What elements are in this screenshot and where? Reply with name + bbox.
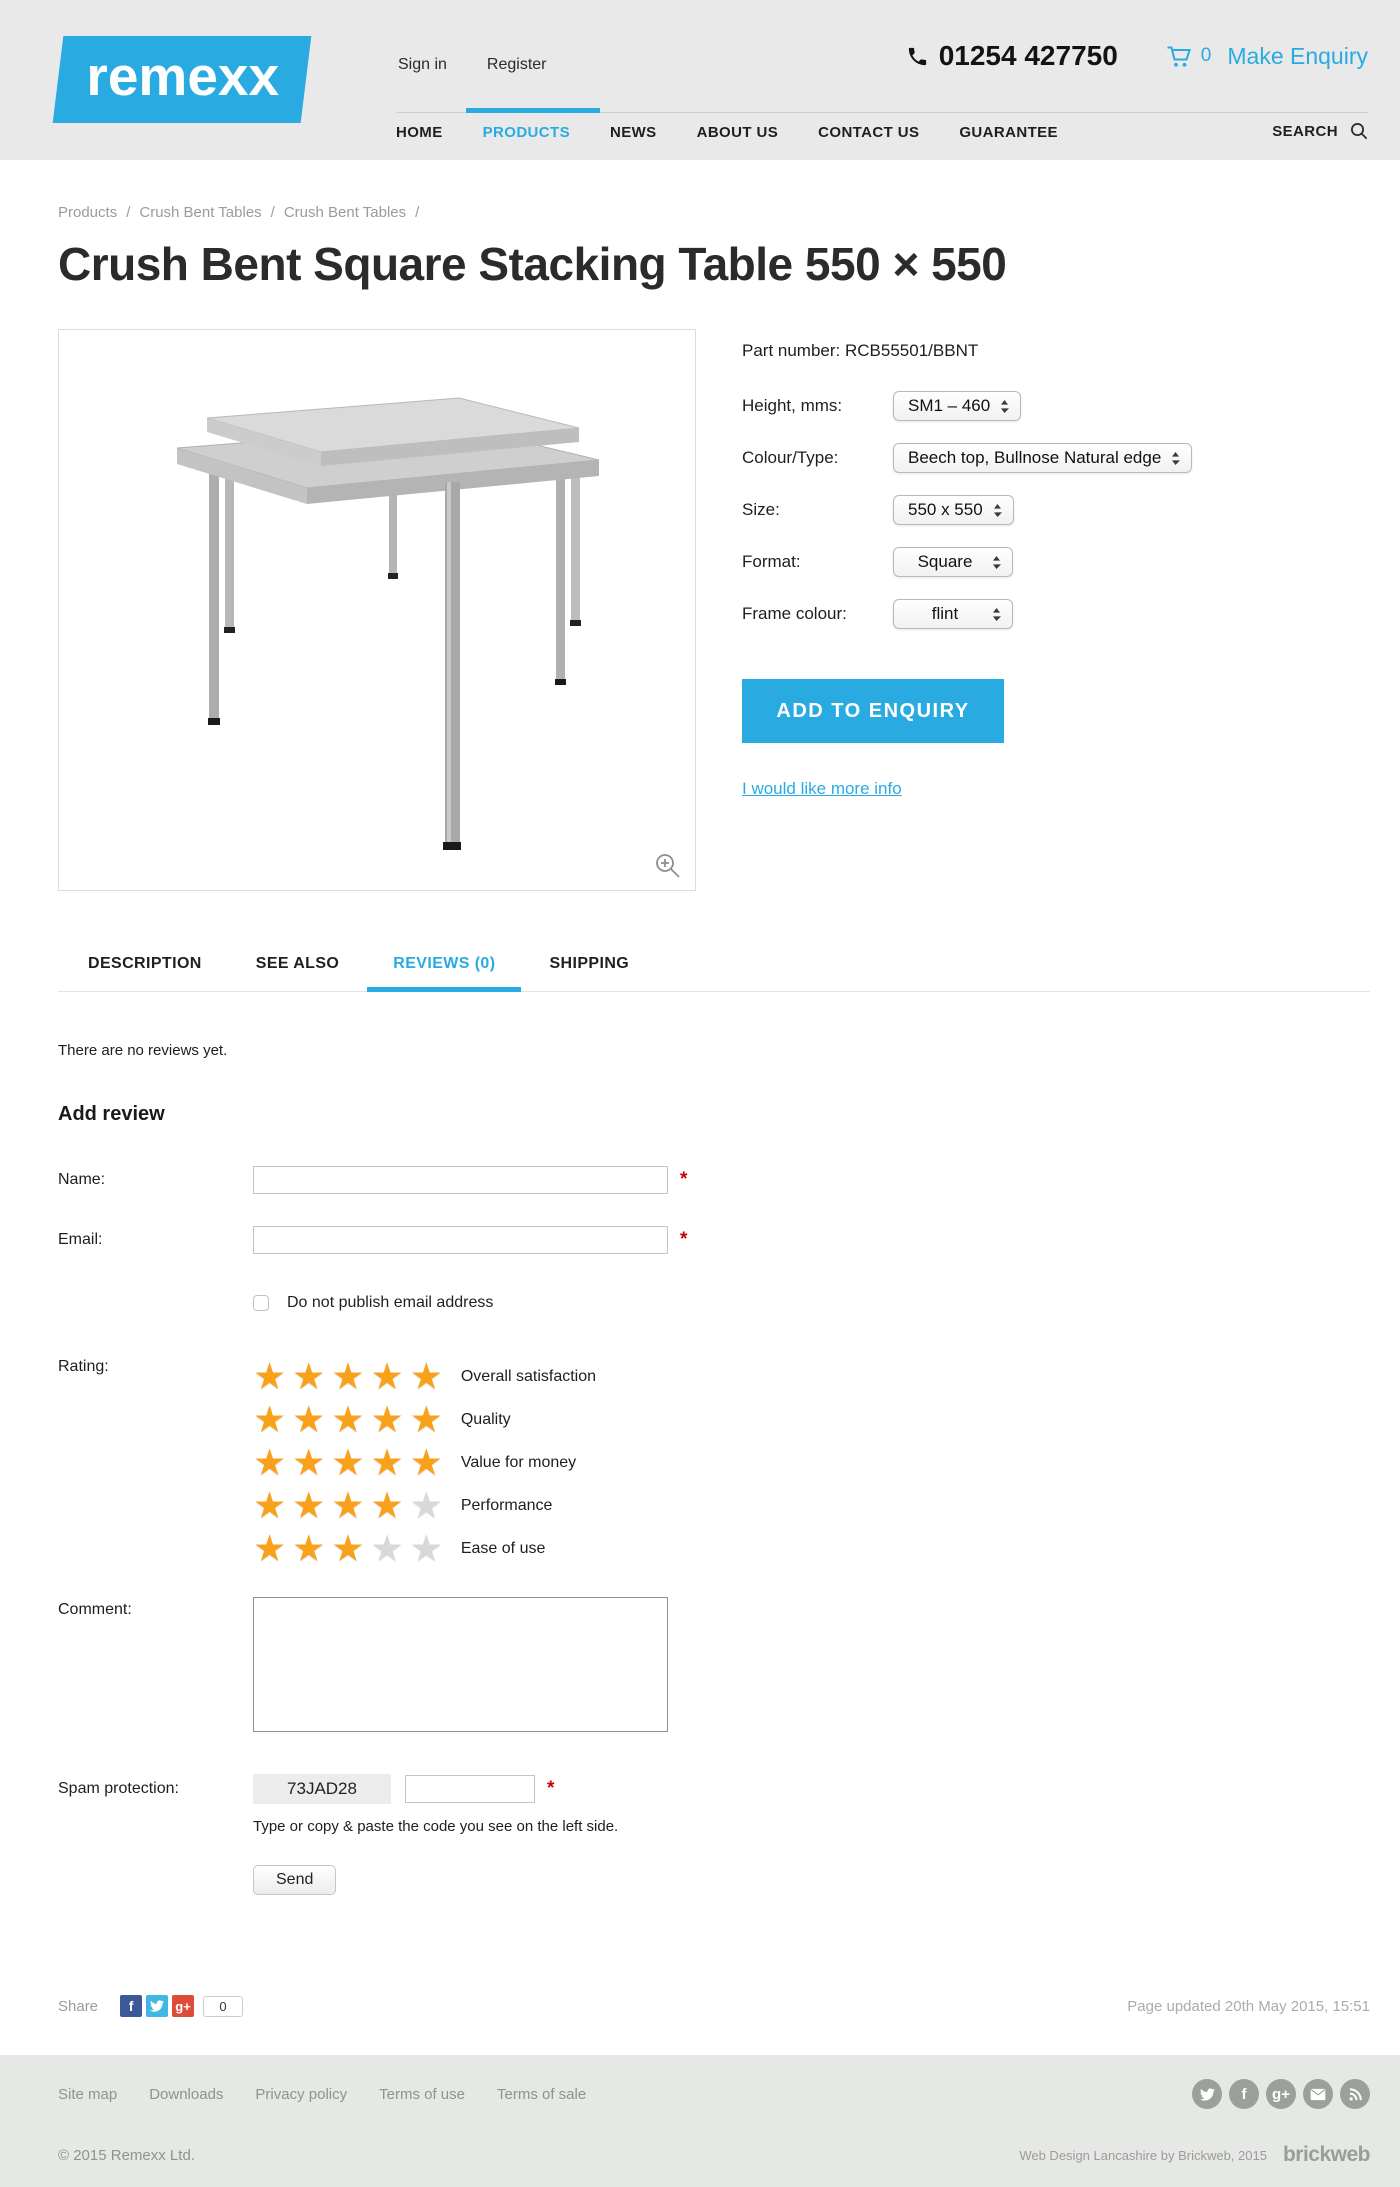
rating-label: Rating:: [58, 1358, 109, 1375]
search-button[interactable]: [1272, 122, 1368, 140]
publish-email-label: Do not publish email address: [287, 1294, 494, 1311]
rating-row-quality: [253, 1401, 596, 1439]
rating-category-label: Value for money: [460, 1454, 577, 1471]
rating-row-value-for-money: [253, 1444, 596, 1482]
site-header: [0, 0, 1400, 160]
site-footer: [0, 2055, 1400, 2187]
comment-label: Comment:: [58, 1601, 132, 1618]
stepper-updown-icon: [1171, 451, 1180, 466]
select-value: flint: [931, 604, 959, 623]
captcha-input[interactable]: [405, 1775, 535, 1803]
star-icon[interactable]: ★: [331, 1356, 365, 1397]
facebook-circle-icon[interactable]: f: [1229, 2079, 1259, 2109]
breadcrumb: [58, 160, 1370, 221]
part-number-value: RCB55501/BBNT: [845, 341, 979, 360]
rating-row-performance: [253, 1487, 596, 1525]
rating-category-label: Overall satisfaction: [460, 1368, 597, 1385]
star-icon[interactable]: ★: [331, 1442, 365, 1483]
star-icon[interactable]: ★: [370, 1485, 404, 1526]
star-icon[interactable]: ★: [370, 1528, 404, 1569]
name-label: Name:: [58, 1171, 106, 1188]
rating-category-label: Performance: [460, 1497, 553, 1514]
select-value: SM1 – 460: [908, 396, 991, 415]
option-row-size: [742, 495, 1192, 525]
envelope-icon: [1310, 2088, 1326, 2101]
select-frame-colour[interactable]: [893, 599, 1013, 629]
copyright: © 2015 Remexx Ltd.: [58, 2146, 195, 2164]
star-icon[interactable]: ★: [253, 1485, 287, 1526]
stepper-updown-icon: [1000, 399, 1009, 414]
twitter-circle-icon[interactable]: [1192, 2079, 1222, 2109]
star-icon[interactable]: ★: [253, 1528, 287, 1569]
rating-row-overall-satisfaction: [253, 1358, 596, 1396]
twitter-bird-icon: [150, 1999, 164, 2013]
option-row-colour-type: [742, 443, 1192, 473]
nav-products[interactable]: PRODUCTS: [482, 124, 570, 141]
product-image[interactable]: [58, 329, 696, 891]
design-credit: Web Design Lancashire by Brickweb, 2015: [1019, 2147, 1267, 2163]
star-icon[interactable]: ★: [409, 1485, 443, 1526]
add-review-heading: Add review: [58, 1103, 165, 1125]
select-value: Square: [917, 552, 973, 571]
tab-description[interactable]: DESCRIPTION: [88, 955, 202, 972]
tab-reviews-0[interactable]: REVIEWS (0): [367, 955, 521, 992]
option-label: Height, mms:: [742, 396, 843, 415]
cart-icon[interactable]: [1166, 45, 1193, 68]
rating-block: [58, 1358, 1370, 1573]
nav-active-indicator: [466, 108, 600, 113]
breadcrumb-link-products[interactable]: Products: [58, 204, 118, 221]
select-height-mms[interactable]: [893, 391, 1021, 421]
share-count: 0: [203, 1996, 243, 2017]
tab-shipping[interactable]: SHIPPING: [549, 955, 630, 972]
send-button[interactable]: Send: [253, 1865, 336, 1895]
select-size[interactable]: [893, 495, 1014, 525]
phone-number-text: 01254 427750: [938, 40, 1118, 71]
twitter-bird-icon: [1200, 2087, 1215, 2102]
email-label: Email:: [58, 1231, 103, 1248]
footer-link-downloads[interactable]: Downloads: [149, 2085, 224, 2103]
star-icon[interactable]: ★: [370, 1399, 404, 1440]
rss-icon: [1348, 2087, 1363, 2102]
logo-text: remexx: [86, 45, 279, 107]
rating-category-label: Ease of use: [460, 1540, 546, 1557]
product-info: [742, 329, 1192, 891]
review-form: [58, 1166, 1370, 1895]
name-row: [58, 1166, 1370, 1194]
googleplus-share-icon[interactable]: g+: [172, 1995, 194, 2017]
comment-row: [58, 1597, 1370, 1732]
stepper-updown-icon: [992, 555, 1001, 570]
logo[interactable]: [53, 36, 312, 123]
option-label: Size:: [742, 500, 780, 519]
share-bar: [58, 1995, 1370, 2017]
cart-count: 0: [1200, 45, 1212, 66]
option-row-frame-colour: [742, 599, 1192, 629]
product-options: [742, 391, 1192, 629]
footer-link-privacy-policy[interactable]: Privacy policy: [255, 2085, 348, 2103]
star-icon[interactable]: ★: [253, 1399, 287, 1440]
search-icon: [1350, 122, 1368, 140]
main-nav: [396, 124, 1058, 141]
breadcrumb-separator: /: [415, 204, 420, 221]
register-link[interactable]: Register: [486, 56, 547, 73]
sign-in-link[interactable]: Sign in: [398, 56, 447, 73]
star-icon[interactable]: ★: [409, 1356, 443, 1397]
facebook-share-icon[interactable]: f: [120, 1995, 142, 2017]
nav-home[interactable]: HOME: [396, 124, 443, 141]
footer-link-terms-of-use[interactable]: Terms of use: [379, 2085, 465, 2103]
select-value: 550 x 550: [908, 500, 983, 519]
star-icon[interactable]: ★: [370, 1356, 404, 1397]
search-label: SEARCH: [1272, 122, 1338, 140]
tab-see-also[interactable]: SEE ALSO: [255, 955, 340, 972]
nav-news[interactable]: NEWS: [609, 124, 657, 141]
brickweb-logo: brickweb: [1282, 2143, 1370, 2166]
footer-link-terms-of-sale[interactable]: Terms of sale: [497, 2085, 587, 2103]
footer-bottom-row: [58, 2143, 1370, 2167]
add-to-enquiry-button[interactable]: ADD TO ENQUIRY: [742, 679, 1004, 743]
breadcrumb-link-crush-bent-tables[interactable]: Crush Bent Tables: [283, 204, 407, 221]
star-icon[interactable]: ★: [292, 1528, 326, 1569]
star-icon[interactable]: ★: [292, 1356, 326, 1397]
page-updated: Page updated 20th May 2015, 15:51: [1127, 1997, 1370, 2015]
tab-bar: [58, 955, 1370, 992]
header-contact-area: [906, 40, 1368, 72]
comment-textarea[interactable]: [253, 1597, 668, 1732]
rating-category-label: Quality: [460, 1411, 511, 1428]
account-links: [398, 56, 547, 74]
required-marker: *: [680, 1169, 688, 1190]
select-colour-type[interactable]: [893, 443, 1192, 473]
twitter-share-icon[interactable]: [146, 1995, 168, 2017]
part-number: [742, 341, 1192, 361]
star-icon[interactable]: ★: [409, 1399, 443, 1440]
breadcrumb-separator: /: [126, 204, 131, 221]
option-row-format: [742, 547, 1192, 577]
star-icon[interactable]: ★: [331, 1399, 365, 1440]
publish-email-checkbox[interactable]: [253, 1295, 269, 1311]
more-info-link[interactable]: I would like more info: [742, 779, 902, 798]
footer-link-site-map[interactable]: Site map: [58, 2085, 118, 2103]
option-row-height-mms: [742, 391, 1192, 421]
make-enquiry-link[interactable]: Make Enquiry: [1227, 42, 1368, 69]
product-section: [58, 329, 1370, 891]
star-icon[interactable]: ★: [253, 1356, 287, 1397]
email-row: [58, 1226, 1370, 1254]
phone-number: [906, 40, 1118, 72]
share-label: Share: [58, 1997, 99, 2015]
enquiry-basket: [1166, 43, 1368, 70]
email-circle-icon[interactable]: [1303, 2079, 1333, 2109]
star-icon[interactable]: ★: [409, 1442, 443, 1483]
nav-guarantee[interactable]: GUARANTEE: [959, 124, 1058, 141]
zoom-icon[interactable]: [657, 855, 679, 877]
spam-protection-row: [58, 1774, 1370, 1804]
option-label: Colour/Type:: [742, 448, 839, 467]
select-format[interactable]: [893, 547, 1013, 577]
publish-email-row: [58, 1294, 1370, 1312]
no-reviews-message: There are no reviews yet.: [58, 1042, 228, 1059]
star-icon[interactable]: ★: [409, 1528, 443, 1569]
rating-row-ease-of-use: [253, 1530, 596, 1568]
spam-protection-label: Spam protection:: [58, 1780, 179, 1797]
breadcrumb-link-crush-bent-tables[interactable]: Crush Bent Tables: [139, 204, 262, 221]
footer-social-icons: [1192, 2079, 1370, 2109]
rss-circle-icon[interactable]: [1340, 2079, 1370, 2109]
star-icon[interactable]: ★: [292, 1399, 326, 1440]
product-photo-illustration: [59, 330, 695, 890]
footer-top-row: [58, 2079, 1370, 2109]
option-label: Frame colour:: [742, 604, 847, 623]
star-icon[interactable]: ★: [331, 1528, 365, 1569]
nav-contact-us[interactable]: CONTACT US: [818, 124, 920, 141]
captcha-hint: Type or copy & paste the code you see on the left side.: [253, 1818, 619, 1835]
select-value: Beech top, Bullnose Natural edge: [908, 448, 1162, 467]
star-icon[interactable]: ★: [370, 1442, 404, 1483]
required-marker: *: [547, 1778, 555, 1799]
breadcrumb-separator: /: [270, 204, 275, 221]
rating-rows: [253, 1358, 596, 1573]
star-icon[interactable]: ★: [331, 1485, 365, 1526]
email-input[interactable]: [253, 1226, 668, 1254]
phone-icon: [906, 45, 929, 68]
part-number-label: Part number:: [742, 341, 841, 360]
required-marker: *: [680, 1229, 688, 1250]
name-input[interactable]: [253, 1166, 668, 1194]
stepper-updown-icon: [993, 503, 1002, 518]
star-icon[interactable]: ★: [292, 1442, 326, 1483]
stepper-updown-icon: [992, 607, 1001, 622]
footer-links: [58, 2086, 586, 2103]
option-label: Format:: [742, 552, 801, 571]
captcha-code: 73JAD28: [253, 1774, 391, 1804]
googleplus-circle-icon[interactable]: g+: [1266, 2079, 1296, 2109]
page-title: Crush Bent Square Stacking Table 550 × 550: [58, 238, 1007, 290]
nav-about-us[interactable]: ABOUT US: [696, 124, 779, 141]
star-icon[interactable]: ★: [292, 1485, 326, 1526]
star-icon[interactable]: ★: [253, 1442, 287, 1483]
